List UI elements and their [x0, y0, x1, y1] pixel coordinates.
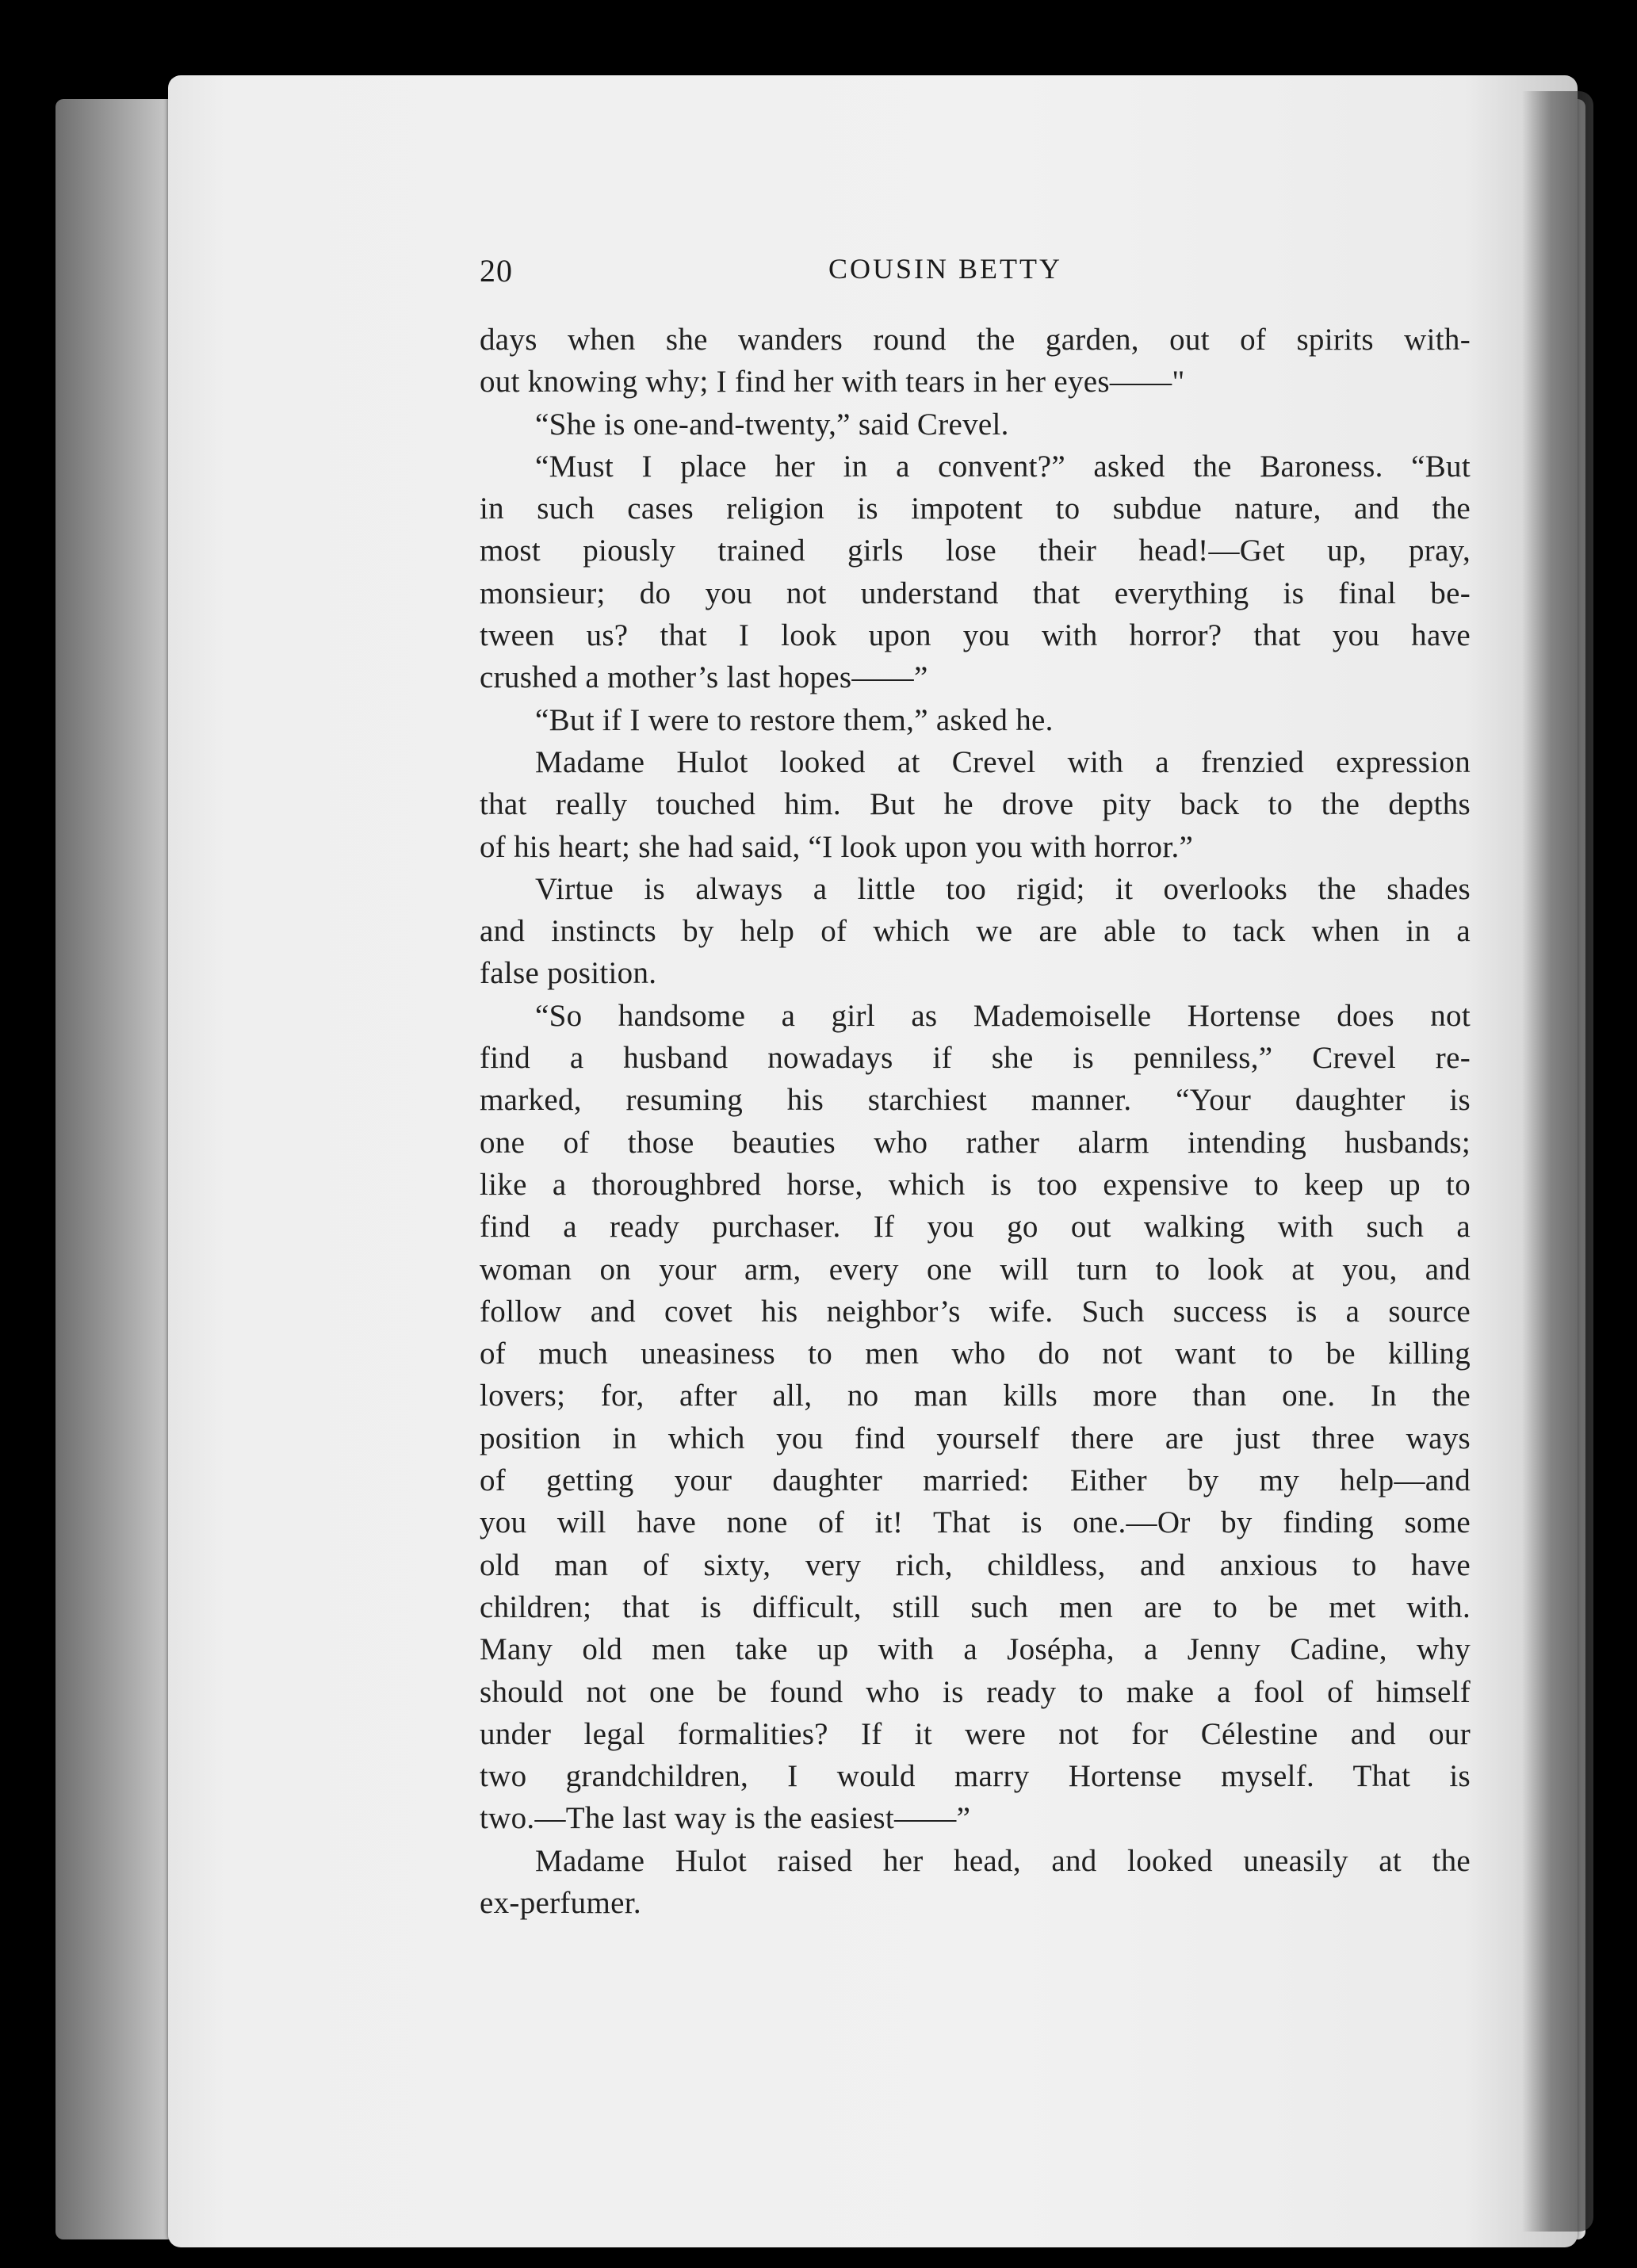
- page-gutter-shadow: [1522, 91, 1593, 2232]
- text-line: like a thoroughbred horse, which is too expensive to keep up to: [480, 1167, 1471, 1202]
- text-line: tween us? that I look upon you with horror? that you have: [480, 618, 1471, 653]
- text-line: most piously trained girls lose their head!—Get up, pray,: [480, 534, 1471, 568]
- text-line: Madame Hulot raised her head, and looked uneasily at the: [535, 1843, 1471, 1878]
- text-line: “So handsome a girl as Mademoiselle Hortense does not: [535, 998, 1471, 1033]
- text-line: woman on your arm, every one will turn to look at you, and: [480, 1252, 1471, 1287]
- text-line: false position.: [480, 956, 657, 991]
- page-number: 20: [480, 253, 513, 289]
- text-line: of much uneasiness to men who do not want to be killing: [480, 1337, 1471, 1371]
- text-line: and instincts by help of which we are able to tack when in a: [480, 914, 1471, 949]
- text-line: you will have none of it! That is one.—Or by finding some: [480, 1505, 1471, 1540]
- text-line: two.—The last way is the easiest——”: [480, 1801, 971, 1836]
- text-line: Many old men take up with a Josépha, a Jenny Cadine, why: [480, 1632, 1471, 1667]
- text-line: one of those beauties who rather alarm intending husbands;: [480, 1125, 1471, 1160]
- text-line: days when she wanders round the garden, out of spirits with-: [480, 323, 1471, 357]
- text-line: Virtue is always a little too rigid; it overlooks the shades: [535, 871, 1471, 906]
- text-line: that really touched him. But he drove pity back to the depths: [480, 787, 1471, 822]
- text-line: two grandchildren, I would marry Hortense myself. That is: [480, 1759, 1471, 1794]
- body-text: [480, 319, 1471, 1924]
- text-line: of his heart; she had said, “I look upon you with horror.”: [480, 829, 1194, 864]
- text-line: find a husband nowadays if she is penniless,” Crevel re-: [480, 1041, 1471, 1076]
- text-line: follow and covet his neighbor’s wife. Such success is a source: [480, 1294, 1471, 1329]
- running-head: COUSIN BETTY: [828, 253, 1062, 285]
- page-header: [480, 252, 1471, 300]
- text-line: should not one be found who is ready to make a fool of himself: [480, 1674, 1471, 1709]
- text-line: “She is one-and-twenty,” said Crevel.: [535, 407, 1009, 442]
- text-line: old man of sixty, very rich, childless, and anxious to have: [480, 1547, 1471, 1582]
- text-line: of getting your daughter married: Either by my help—and: [480, 1463, 1471, 1498]
- text-line: “Must I place her in a convent?” asked the Baroness. “But: [535, 449, 1471, 484]
- text-line: lovers; for, after all, no man kills more than one. In the: [480, 1379, 1471, 1413]
- text-line: find a ready purchaser. If you go out walking with such a: [480, 1210, 1471, 1245]
- text-line: crushed a mother’s last hopes——”: [480, 660, 928, 695]
- text-line: in such cases religion is impotent to subdue nature, and the: [480, 491, 1471, 526]
- text-line: “But if I were to restore them,” asked he.: [535, 702, 1054, 737]
- text-line: out knowing why; I find her with tears in her eyes——": [480, 365, 1185, 400]
- text-line: monsieur; do you not understand that everything is final be-: [480, 576, 1471, 610]
- text-line: Madame Hulot looked at Crevel with a frenzied expression: [535, 744, 1471, 779]
- text-line: ex-perfumer.: [480, 1885, 641, 1920]
- text-line: position in which you find yourself there are just three ways: [480, 1421, 1471, 1455]
- text-line: under legal formalities? If it were not for Célestine and our: [480, 1716, 1471, 1751]
- text-line: children; that is difficult, still such men are to be met with.: [480, 1589, 1471, 1624]
- text-line: marked, resuming his starchiest manner. “Your daughter is: [480, 1083, 1471, 1118]
